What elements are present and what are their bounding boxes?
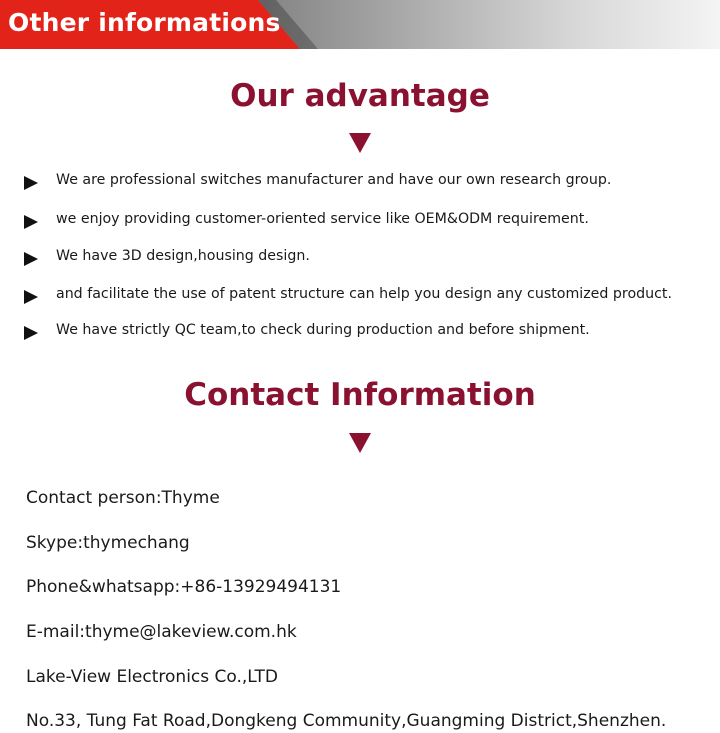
contact-company: Lake-View Electronics Co.,LTD: [26, 667, 278, 687]
header-banner: [0, 0, 720, 49]
contact-skype: Skype:thymechang: [26, 533, 190, 553]
triangle-right-icon: [24, 176, 38, 190]
advantage-text: and facilitate the use of patent structure can help you design any customized product.: [56, 286, 672, 302]
advantage-text: we enjoy providing customer-oriented service like OEM&ODM requirement.: [56, 211, 589, 227]
triangle-right-icon: [24, 215, 38, 229]
advantage-text: We have 3D design,housing design.: [56, 248, 310, 264]
contact-address: No.33, Tung Fat Road,Dongkeng Community,Guangming District,Shenzhen.: [26, 711, 667, 731]
advantage-heading: Our advantage: [230, 78, 490, 114]
contact-person: Contact person:Thyme: [26, 488, 220, 508]
list-item: [24, 322, 714, 346]
advantage-text: We are professional switches manufacturer and have our own research group.: [56, 172, 612, 188]
list-item: [24, 211, 714, 235]
triangle-down-icon: [349, 433, 371, 453]
triangle-down-icon: [349, 133, 371, 153]
triangle-right-icon: [24, 290, 38, 304]
contact-heading: Contact Information: [184, 377, 536, 413]
banner-title: Other informations: [8, 8, 281, 37]
list-item: [24, 248, 714, 272]
list-item: [24, 172, 714, 196]
contact-phone: Phone&whatsapp:+86-13929494131: [26, 577, 342, 597]
advantage-text: We have strictly QC team,to check during production and before shipment.: [56, 322, 590, 338]
triangle-right-icon: [24, 252, 38, 266]
triangle-right-icon: [24, 326, 38, 340]
list-item: [24, 286, 714, 310]
contact-email: E-mail:thyme@lakeview.com.hk: [26, 622, 297, 642]
